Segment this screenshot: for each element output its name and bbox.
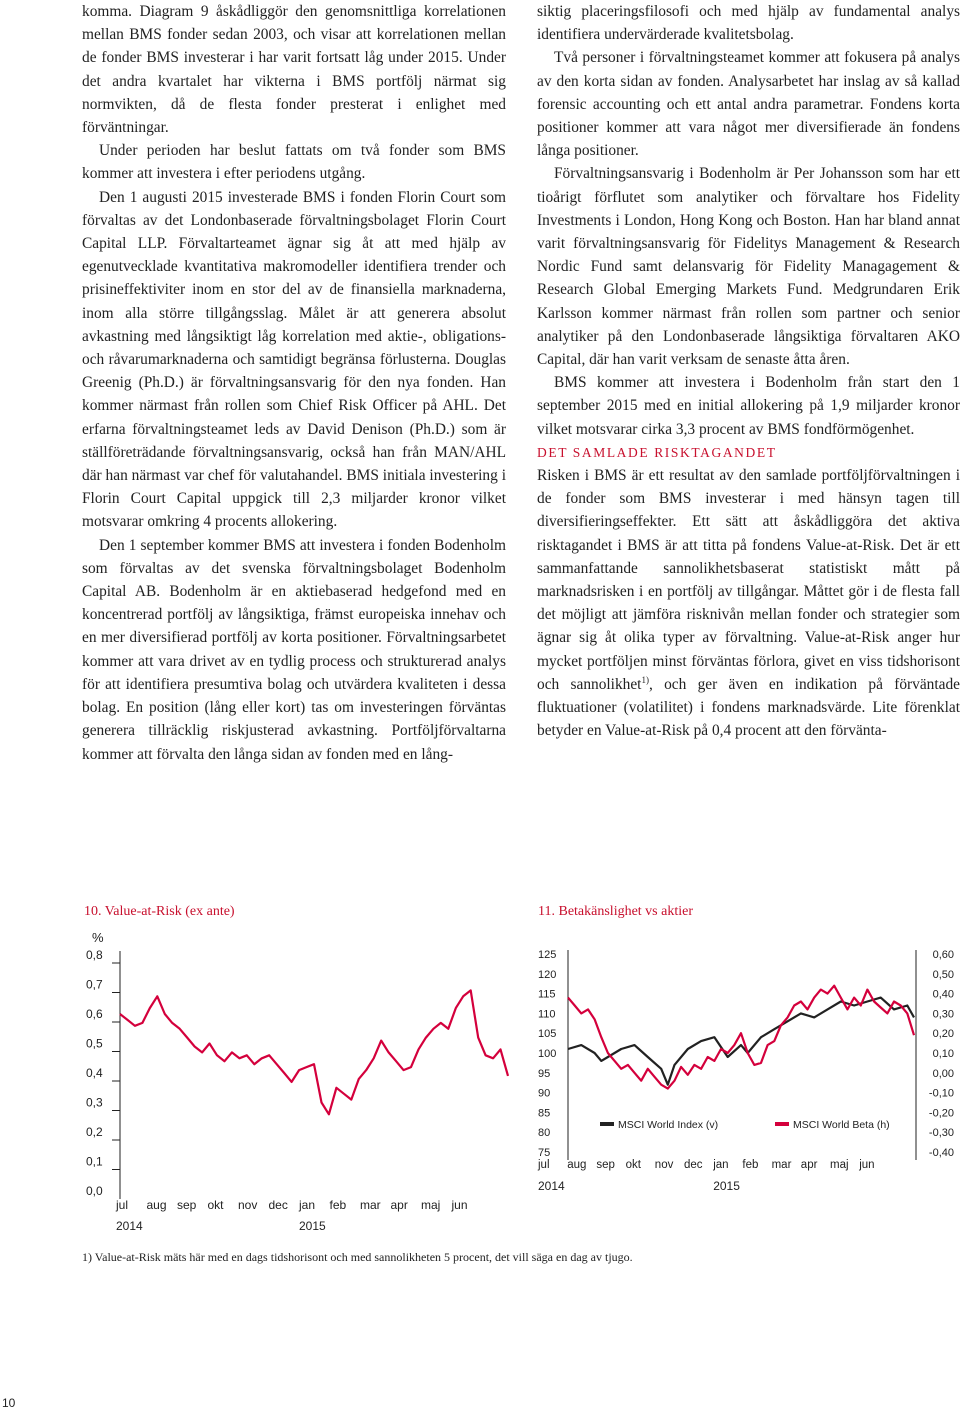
x-tick-label: dec xyxy=(268,1198,288,1212)
year-label: 2015 xyxy=(713,1179,740,1193)
chart-title-var: 10. Value-at-Risk (ex ante) xyxy=(84,904,235,919)
left-y-tick-label: 100 xyxy=(538,1048,557,1060)
x-tick-label: nov xyxy=(238,1198,258,1212)
chart-beta-sensitivity xyxy=(530,940,960,1200)
paragraph: Den 1 september kommer BMS att investera i fonden Bodenholm som förvaltas av det svenska förvaltningsbolaget Bodenholm Capital AB. Bodenholm är en aktiebaserad hedgefond med en koncentrerad portfölj av långsiktiga, främst europeiska innehav och en mer diversifierad portfölj av korta positioner. Förvaltningsarbetet kommer att vara drivet av en tydlig process och strukturerad analys för att identifiera presumtiva bolag och utvärdera kvaliteten i dessa bolag. En position (lång eller kort) tas om investeringen förväntas generera tillräcklig riskjusterad avkastning. Portföljförvaltarna kommer att förvalta den långa sidan av fonden med en lång- xyxy=(82,536,506,763)
right-y-tick-label: -0,40 xyxy=(928,1147,954,1159)
x-tick-label: okt xyxy=(625,1159,641,1171)
y-axis-unit: % xyxy=(92,930,104,945)
right-y-tick-label: 0,00 xyxy=(932,1067,954,1080)
x-tick-label: mar xyxy=(771,1159,792,1171)
x-tick-label: feb xyxy=(329,1198,347,1212)
paragraph: BMS kommer att investera i Bodenholm från start den 1 september 2015 med en initial allokering på 1,9 miljarder kronor vilket motsvarar cirka 3,3 procent av BMS fondförmögenhet. xyxy=(537,374,960,438)
msci-beta-line xyxy=(568,986,914,1089)
risk-text-part2: , och ger även en indikation på förväntade fluktuationer (volatilitet) i fondens marknadsvärde. Lite förenklat betyder en Value-at-Risk på 0,4 procent att den förvänta- xyxy=(537,675,960,740)
right-y-tick-label: -0,20 xyxy=(928,1107,954,1120)
x-tick-label: jun xyxy=(859,1159,875,1171)
left-y-tick-label: 110 xyxy=(538,1008,556,1021)
paragraph: Två personer i förvaltningsteamet kommer att fokusera på analys av den korta sidan av fonden. Analysarbetet har inslag av så kallad forensic accounting och ett antal andra parametrar. Fondens korta positioner kommer att vara något mer diversifierade än fondens långa positioner. xyxy=(537,49,960,160)
year-label: 2014 xyxy=(538,1179,565,1193)
x-tick-label: jul xyxy=(538,1159,550,1171)
paragraph: Den 1 augusti 2015 investerade BMS i fonden Florin Court som förvaltas av det Londonbaserade förvaltningsbolaget Florin Court Capital LLP. Förvaltarteamet ägnar sig åt att med hjälp av egenutvecklade kvantitativa makromodeller identifiera trender och prisineffektiviter inom en stor del av de finansiella marknaderna, inom alla större tillgångsslag. Målet är att generera absolut avkastning med långsiktigt låg korrelation med aktie-, obligations- och råvarumarknaderna och samtidigt begränsa förlusterna. Douglas Greenig (Ph.D.) är förvaltningsansvarig för den nya fonden. Han kommer närmast från rollen som Chief Risk Officer på AHL. Det erfarna förvaltningsteamet leds av David Denison (Ph.D.) som är ställföreträdande förvaltningsansvarig, också han från MAN/AHL där han närmast var chef för valutahandel. BMS initiala investering i Florin Court Capital uppgick till 2,3 miljarder kronor vilket motsvarar omkring 4 procents allokering. xyxy=(82,188,506,531)
right-y-tick-label: 0,40 xyxy=(932,988,954,1001)
y-tick-label: 0,4 xyxy=(86,1066,103,1080)
left-y-tick-label: 90 xyxy=(538,1087,551,1100)
paragraph: komma. Diagram 9 åskådliggör den genomsnittliga korrelationen mellan BMS fonder sedan 2003, och visar att korrelationen mellan de fonder BMS investerar i har varit fortsatt låg under 2015. Under det andra kvartalet har vikterna i BMS portfölj närmat sig normvikten, då de flesta fonder presterat i enlighet med förväntningar. xyxy=(82,3,506,137)
y-tick-label: 0,5 xyxy=(86,1036,103,1051)
text-column-right xyxy=(537,0,960,743)
x-tick-label: apr xyxy=(390,1198,408,1212)
x-tick-label: okt xyxy=(207,1198,224,1212)
chart-title-beta: 11. Betakänslighet vs aktier xyxy=(538,904,693,919)
year-label: 2014 xyxy=(116,1219,143,1233)
x-tick-label: jan xyxy=(713,1159,729,1171)
x-tick-label: aug xyxy=(567,1159,587,1171)
right-y-tick-label: -0,10 xyxy=(928,1087,954,1100)
y-tick-label: 0,7 xyxy=(86,977,103,992)
left-y-tick-label: 95 xyxy=(538,1067,551,1080)
left-y-tick-label: 80 xyxy=(538,1127,551,1140)
y-tick-label: 0,2 xyxy=(86,1125,103,1139)
x-tick-label: nov xyxy=(654,1159,674,1171)
left-y-tick-label: 120 xyxy=(538,968,557,981)
right-y-tick-label: 0,20 xyxy=(932,1028,954,1041)
y-tick-label: 0,0 xyxy=(86,1184,103,1198)
left-y-tick-label: 115 xyxy=(538,988,556,1001)
footnote: 1) Value-at-Risk mäts här med en dags tidshorisont och med sannolikheten 5 procent, det vill säga en dag av tjugo. xyxy=(82,1250,633,1264)
paragraph: siktig placeringsfilosofi och med hjälp av fundamental analys identifiera undervärderade kvalitetsbolag. xyxy=(537,3,960,44)
x-tick-label: maj xyxy=(830,1159,849,1171)
x-tick-label: apr xyxy=(800,1159,818,1171)
paragraph: Förvaltningsansvarig i Bodenholm är Per Johansson som har ett tioårigt förflutet som analytiker och förvaltare hos Fidelity Investments i London, Hong Kong och Boston. Han har bland annat varit förvaltningsansvarig för Fidelitys Management & Research Nordic Fund samt delansvarig för Fidelity Managagement & Research Global Emerging Markets Fund. Medgrundaren Erik Karlsson kommer närmast från rollen som partner och senior analytiker på den Londonbaserade långsiktiga förvaltaren AKO Capital, där han varit verksam de senaste åtta åren. xyxy=(537,165,960,369)
legend-label-index: MSCI World Index (v) xyxy=(618,1119,719,1131)
var-series-line xyxy=(120,990,508,1114)
x-tick-label: jul xyxy=(116,1198,129,1212)
y-tick-label: 0,6 xyxy=(86,1007,103,1021)
x-tick-label: feb xyxy=(742,1159,759,1171)
page-number: 10 xyxy=(2,1396,16,1410)
right-y-tick-label: 0,10 xyxy=(932,1048,954,1060)
paragraph xyxy=(537,464,960,742)
x-tick-label: aug xyxy=(146,1198,167,1212)
left-y-tick-label: 75 xyxy=(538,1147,551,1159)
legend-label-beta: MSCI World Beta (h) xyxy=(793,1119,890,1131)
y-tick-label: 0,8 xyxy=(86,948,103,962)
left-y-tick-label: 125 xyxy=(538,949,557,961)
right-y-tick-label: -0,30 xyxy=(928,1127,954,1140)
footnote-ref: 1) xyxy=(641,674,649,685)
x-tick-label: maj xyxy=(421,1198,441,1212)
y-tick-label: 0,3 xyxy=(86,1095,103,1110)
chart-value-at-risk xyxy=(80,925,530,1235)
x-tick-label: sep xyxy=(177,1198,197,1212)
x-tick-label: sep xyxy=(596,1159,615,1171)
x-tick-label: jun xyxy=(451,1198,468,1212)
msci-index-line xyxy=(568,998,914,1085)
right-y-tick-label: 0,60 xyxy=(932,949,954,961)
left-y-tick-label: 85 xyxy=(538,1107,551,1120)
x-tick-label: dec xyxy=(684,1159,703,1171)
y-tick-label: 0,1 xyxy=(86,1154,103,1169)
risk-text-part1: Risken i BMS är ett resultat av den samlade portföljförvaltningen i de fonder som BMS investerar i med hänsyn tagen till diversifieringseffekter. Ett sätt att åskådliggöra det aktiva risktagandet i BMS är att titta på fondens Value-at-Risk. Det är ett sammanfattande sannolikhetsbaserat statistiskt mått på marknadsrisken i en portfölj av tillgångar. Måttet gör i de flesta fall det möjligt att jämföra risknivån mellan fonder och strategier som ägnar sig åt olika typer av förvaltning. Value-at-Risk anger hur mycket portföljen minst förväntas förlora, givet en viss tidshorisont och sannolikhet xyxy=(537,467,960,693)
text-column-left xyxy=(82,0,506,766)
section-heading: DET SAMLADE RISKTAGANDET xyxy=(537,444,777,460)
right-y-tick-label: 0,30 xyxy=(932,1008,954,1021)
right-y-tick-label: 0,50 xyxy=(932,968,954,981)
paragraph: Under perioden har beslut fattats om två fonder som BMS kommer att investera i efter periodens utgång. xyxy=(82,142,506,183)
year-label: 2015 xyxy=(299,1219,326,1233)
x-tick-label: mar xyxy=(360,1198,381,1212)
left-y-tick-label: 105 xyxy=(538,1028,557,1041)
x-tick-label: jan xyxy=(299,1198,316,1212)
